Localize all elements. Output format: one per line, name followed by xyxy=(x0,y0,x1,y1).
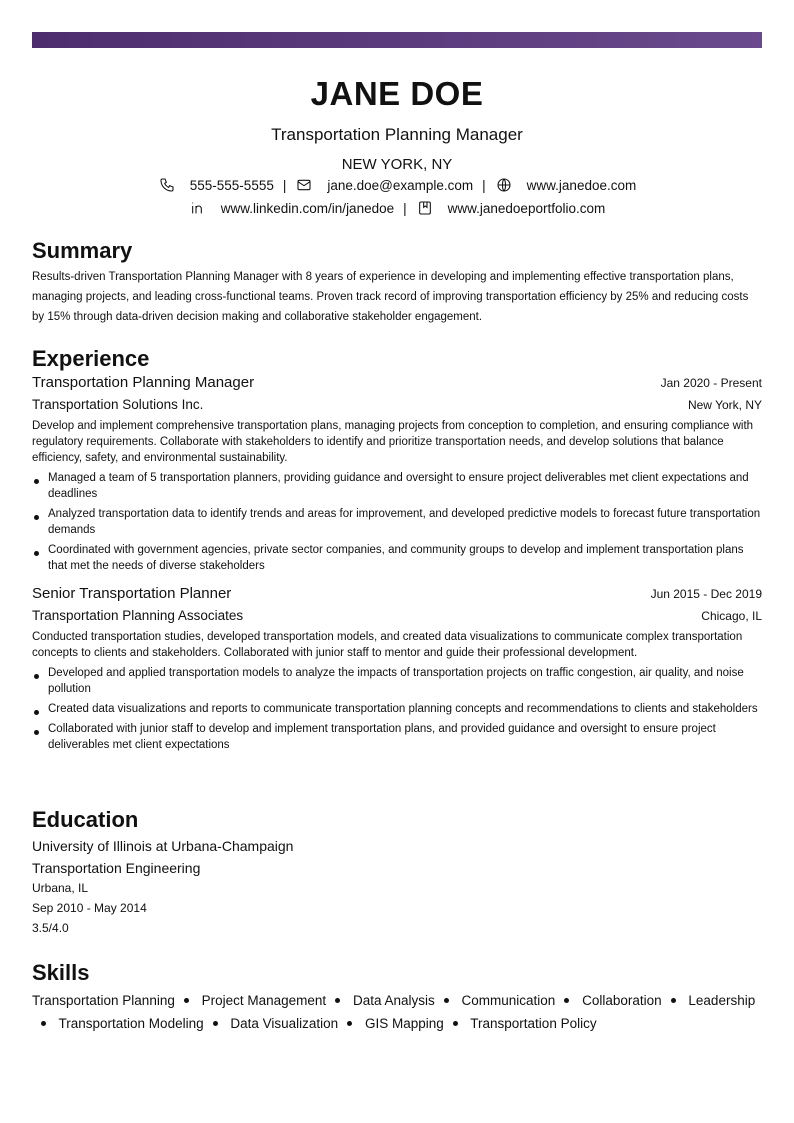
globe-icon xyxy=(495,176,513,194)
education-section xyxy=(32,807,762,936)
bullet-dot xyxy=(41,1021,46,1026)
bullet-dot xyxy=(444,998,449,1003)
skill-item: Collaboration xyxy=(582,993,662,1009)
bullet-dot xyxy=(347,1021,352,1026)
skill-item: Transportation Policy xyxy=(470,1016,597,1032)
bullet-dot xyxy=(564,998,569,1003)
job-location: Chicago, IL xyxy=(701,609,762,624)
job-bullets xyxy=(32,665,762,753)
job-bullets xyxy=(32,470,762,574)
bullet-item: Collaborated with junior staff to develop and implement transportation plans, and provided guidance and oversight to ensure project deliverables met client expectations xyxy=(32,721,762,753)
education-gpa: 3.5/4.0 xyxy=(32,921,69,936)
resume-header xyxy=(32,77,762,218)
education-school: University of Illinois at Urbana-Champaign xyxy=(32,838,294,855)
linkedin-link[interactable]: www.linkedin.com/in/janedoe xyxy=(220,200,395,216)
skills-heading: Skills xyxy=(32,960,90,985)
education-dates: Sep 2010 - May 2014 xyxy=(32,901,147,916)
skill-item: Data Visualization xyxy=(230,1016,339,1032)
phone-number[interactable]: 555-555-5555 xyxy=(189,177,274,193)
job-entry xyxy=(32,374,762,574)
job-description: Develop and implement comprehensive transportation plans, managing projects from conception to completion, and ensuring compliance with regulatory requirements. Collaborate with stakeholders to identify and prioritize transportation needs, and develop solutions that balance efficiency, safety, and environmental sustainability. xyxy=(32,420,754,465)
contact-separator: | xyxy=(482,177,486,193)
candidate-location: NEW YORK, NY xyxy=(341,156,453,173)
candidate-title: Transportation Planning Manager xyxy=(271,125,523,144)
education-heading: Education xyxy=(32,807,139,832)
contact-row-2 xyxy=(32,198,762,218)
skills-list xyxy=(32,989,762,1035)
experience-heading: Experience xyxy=(32,346,150,371)
bullet-dot xyxy=(453,1021,458,1026)
job-company: Transportation Planning Associates xyxy=(32,608,244,624)
bullet-dot xyxy=(671,998,676,1003)
skill-item: Transportation Modeling xyxy=(58,1016,204,1032)
phone-icon xyxy=(158,176,176,194)
bullet-dot xyxy=(335,998,340,1003)
email-link[interactable]: jane.doe@example.com xyxy=(327,177,474,193)
bullet-item: Created data visualizations and reports to communicate transportation planning concepts and recommendations to clients and stakeholders xyxy=(32,701,762,717)
skills-section xyxy=(32,960,762,1035)
resume-page xyxy=(32,70,762,1032)
education-location: Urbana, IL xyxy=(32,881,89,896)
summary-text: Results-driven Transportation Planning Manager with 8 years of experience in developing and implementing effective transportation plans, managing projects, and leading cross-functional teams. Proven track record of improving transportation efficiency by 25% and reducing costs by 15% through data-driven decision making and collaborative stakeholder engagement. xyxy=(32,271,749,324)
skill-item: Data Analysis xyxy=(352,993,435,1009)
job-dates: Jun 2015 - Dec 2019 xyxy=(650,587,762,602)
accent-bar xyxy=(32,32,762,48)
contact-separator: | xyxy=(282,177,287,193)
bullet-dot xyxy=(213,1021,218,1026)
job-location: New York, NY xyxy=(687,398,762,413)
skill-item: Communication xyxy=(461,993,556,1009)
job-entry xyxy=(32,585,762,753)
job-company: Transportation Solutions Inc. xyxy=(32,397,204,413)
skill-item: Leadership xyxy=(688,993,756,1009)
portfolio-link[interactable]: www.janedoeportfolio.com xyxy=(447,200,606,216)
education-degree: Transportation Engineering xyxy=(32,860,201,877)
experience-section xyxy=(32,346,762,757)
linkedin-icon xyxy=(189,199,207,217)
bullet-dot xyxy=(184,998,189,1003)
bullet-item: Managed a team of 5 transportation planners, providing guidance and oversight to ensure project deliverables met client expectations and deadlines xyxy=(32,470,762,502)
summary-section xyxy=(32,238,762,327)
skill-item: Project Management xyxy=(201,993,327,1009)
bullet-item: Developed and applied transportation models to analyze the impacts of transportation projects on traffic congestion, air quality, and noise pollution xyxy=(32,665,762,697)
bullet-item: Analyzed transportation data to identify trends and areas for improvement, and developed predictive models to forecast future transportation demands xyxy=(32,506,762,538)
contact-separator: | xyxy=(403,200,407,216)
job-description: Conducted transportation studies, developed transportation models, and created data visualizations to communicate complex transportation concepts to clients and stakeholders. Collaborated with junior staff to mentor and guide their professional development. xyxy=(32,631,743,660)
job-title: Transportation Planning Manager xyxy=(32,374,255,392)
portfolio-icon xyxy=(416,199,434,217)
summary-heading: Summary xyxy=(32,238,133,263)
skill-item: GIS Mapping xyxy=(364,1016,444,1032)
skill-item: Transportation Planning xyxy=(32,993,175,1009)
bullet-item: Coordinated with government agencies, private sector companies, and community groups to develop and implement transportation plans that met the needs of diverse stakeholders xyxy=(32,542,762,574)
mail-icon xyxy=(295,176,313,194)
candidate-name: JANE DOE xyxy=(310,75,484,112)
job-title: Senior Transportation Planner xyxy=(32,585,232,603)
contact-row-1 xyxy=(32,175,762,195)
website-link[interactable]: www.janedoe.com xyxy=(526,177,637,193)
job-dates: Jan 2020 - Present xyxy=(660,376,762,391)
